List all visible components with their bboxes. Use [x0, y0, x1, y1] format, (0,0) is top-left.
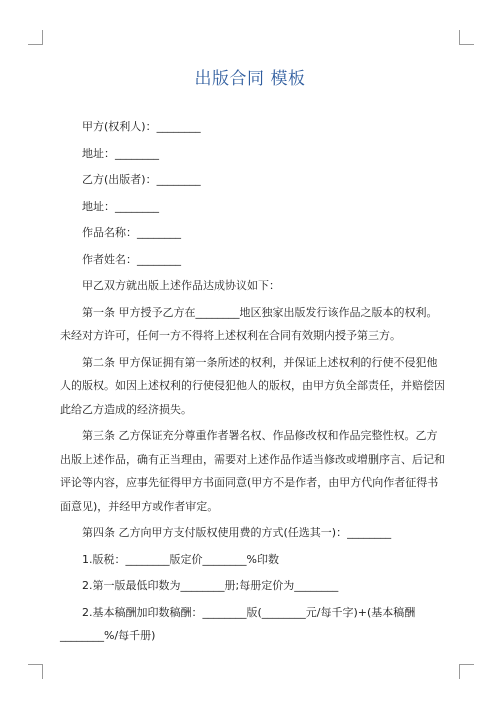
article-1: 第一条 甲方授予乙方在________地区独家出版发行该作品之版本的权利。未经对方许可，任何一方不得将上述权利在合同有效期内授予第三方。 [60, 305, 438, 342]
corner-mark-top-right [459, 30, 474, 45]
royalty-option-1: 1.版税：________版定价________%印数 [82, 552, 279, 566]
document-body [60, 115, 445, 651]
article-2: 第二条 甲方保证拥有第一条所述的权利，并保证上述权利的行使不侵犯他人的版权。如因上述权利的行使侵犯他人的版权，由甲方负全部责任，并赔偿因此给乙方造成的经济损失。 [60, 355, 445, 416]
corner-mark-bottom-right [459, 664, 474, 679]
party-b-name: 乙方(出版者)：________ [82, 173, 201, 186]
corner-mark-bottom-left [28, 664, 43, 679]
corner-mark-top-left [28, 30, 43, 45]
article-4: 第四条 乙方向甲方支付版权使用费的方式(任选其一)：________ [82, 526, 392, 539]
agreement-intro: 甲乙双方就出版上述作品达成协议如下： [82, 279, 280, 292]
party-a-name: 甲方(权利人)：________ [82, 120, 201, 133]
party-a-address: 地址：________ [82, 146, 159, 160]
party-b-address: 地址：________ [82, 199, 159, 213]
document-title: 出版合同 模板 [194, 69, 306, 89]
work-title: 作品名称：________ [82, 226, 181, 239]
article-3: 第三条 乙方保证充分尊重作者署名权、作品修改权和作品完整性权。乙方出版上述作品，确有正当理由，需要对上述作品作适当修改或增删序言、后记和评论等内容，应事先征得甲方书面同意(甲方不是作者，由甲方代向作者征得书面意见)，并经甲方或作者审定。 [60, 429, 445, 513]
author-name: 作者姓名：________ [82, 252, 181, 266]
royalty-option-2: 2.基本稿酬加印数稿酬：________版(________元/每千字)+(基本稿酬________%/每千册) [60, 605, 416, 642]
first-print-minimum: 2.第一版最低印数为________册;每册定价为________ [82, 579, 339, 592]
